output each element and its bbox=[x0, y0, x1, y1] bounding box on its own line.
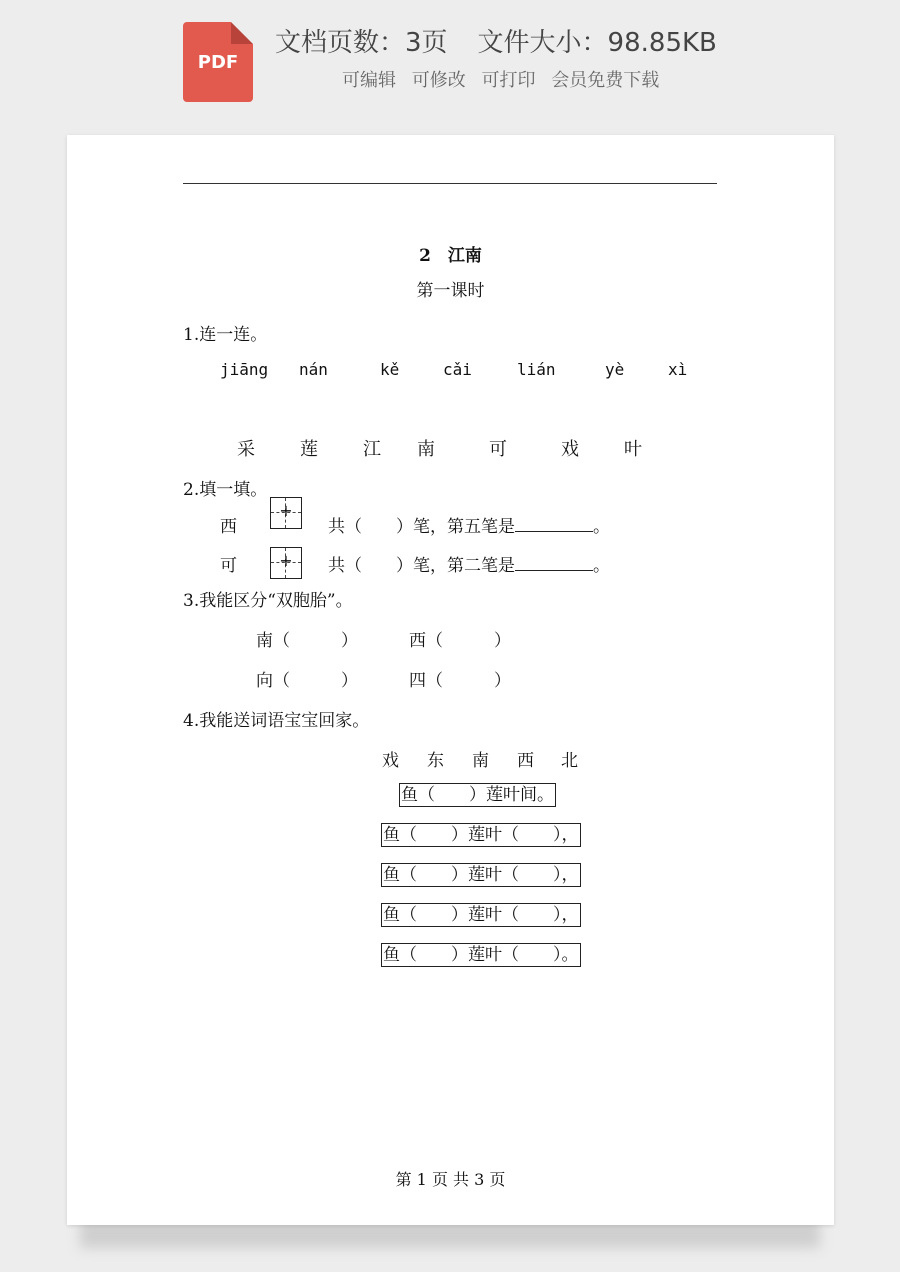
answer-blank[interactable] bbox=[515, 556, 593, 571]
download-header bbox=[0, 0, 900, 118]
grid-cross: + bbox=[279, 551, 293, 570]
pinyin-item: cǎi bbox=[443, 360, 472, 379]
pinyin-item: jiāng bbox=[220, 360, 269, 379]
poem-line-box: 鱼（ ）莲叶（ ）。 bbox=[383, 945, 579, 965]
feature-modifiable: 可修改 bbox=[411, 70, 466, 91]
character-item: 莲 bbox=[300, 439, 318, 460]
document-features bbox=[342, 66, 669, 92]
pdf-icon-label: PDF bbox=[197, 52, 239, 73]
pinyin-item: kě bbox=[380, 360, 400, 379]
poem-line-box: 鱼（ ）莲叶（ ）， bbox=[383, 825, 579, 845]
feature-member-download: 会员免费下载 bbox=[551, 70, 660, 91]
pinyin-item: xì bbox=[668, 360, 688, 379]
poem-line-box: 鱼（ ）莲叶（ ）， bbox=[383, 905, 579, 925]
pinyin-item: yè bbox=[605, 360, 625, 379]
question-1-label: 1.连一连。 bbox=[183, 325, 268, 345]
file-size: 文件大小：98.85KB bbox=[477, 28, 717, 58]
character-item: 可 bbox=[489, 439, 507, 460]
feature-printable: 可打印 bbox=[481, 70, 536, 91]
word-option: 南 bbox=[472, 751, 489, 771]
word-option: 戏 bbox=[382, 751, 399, 771]
document-stats bbox=[275, 22, 717, 59]
character-item: 采 bbox=[237, 439, 255, 460]
stroke-question: 共（ ）笔，第五笔是 。 bbox=[328, 517, 610, 537]
grid-cross: + bbox=[279, 501, 293, 520]
pair-item: 西（ ） bbox=[409, 631, 511, 651]
pdf-file-icon bbox=[183, 22, 253, 102]
writing-grid bbox=[270, 497, 302, 529]
character-item: 江 bbox=[363, 439, 381, 460]
lesson-title: 2 江南 bbox=[419, 246, 482, 266]
lesson-subtitle: 第一课时 bbox=[416, 281, 485, 301]
document-page bbox=[67, 135, 834, 1225]
word-option: 北 bbox=[561, 751, 578, 771]
question-2-label: 2.填一填。 bbox=[183, 480, 268, 500]
word-option: 西 bbox=[517, 751, 534, 771]
pair-item: 南（ ） bbox=[256, 631, 358, 651]
poem-line-box: 鱼（ ）莲叶间。 bbox=[401, 785, 554, 805]
answer-blank[interactable] bbox=[515, 517, 593, 532]
character-item: 南 bbox=[417, 439, 435, 460]
stroke-char: 西 bbox=[220, 517, 237, 537]
character-item: 戏 bbox=[561, 439, 579, 460]
stroke-question: 共（ ）笔，第二笔是 。 bbox=[328, 556, 610, 576]
pair-item: 四（ ） bbox=[409, 671, 511, 691]
character-item: 叶 bbox=[624, 439, 642, 460]
pinyin-item: nán bbox=[299, 360, 328, 379]
pair-item: 向（ ） bbox=[256, 671, 358, 691]
stroke-char: 可 bbox=[220, 556, 237, 576]
question-4-label: 4.我能送词语宝宝回家。 bbox=[183, 711, 370, 731]
pinyin-item: lián bbox=[517, 360, 556, 379]
word-option: 东 bbox=[427, 751, 444, 771]
question-3-label: 3.我能区分“双胞胎”。 bbox=[183, 591, 353, 611]
page-count: 文档页数：3页 bbox=[275, 28, 448, 58]
page-footer: 第 1 页 共 3 页 bbox=[395, 1170, 506, 1189]
header-rule bbox=[183, 183, 717, 184]
feature-editable: 可编辑 bbox=[342, 70, 396, 91]
writing-grid bbox=[270, 547, 302, 579]
poem-line-box: 鱼（ ）莲叶（ ）， bbox=[383, 865, 579, 885]
